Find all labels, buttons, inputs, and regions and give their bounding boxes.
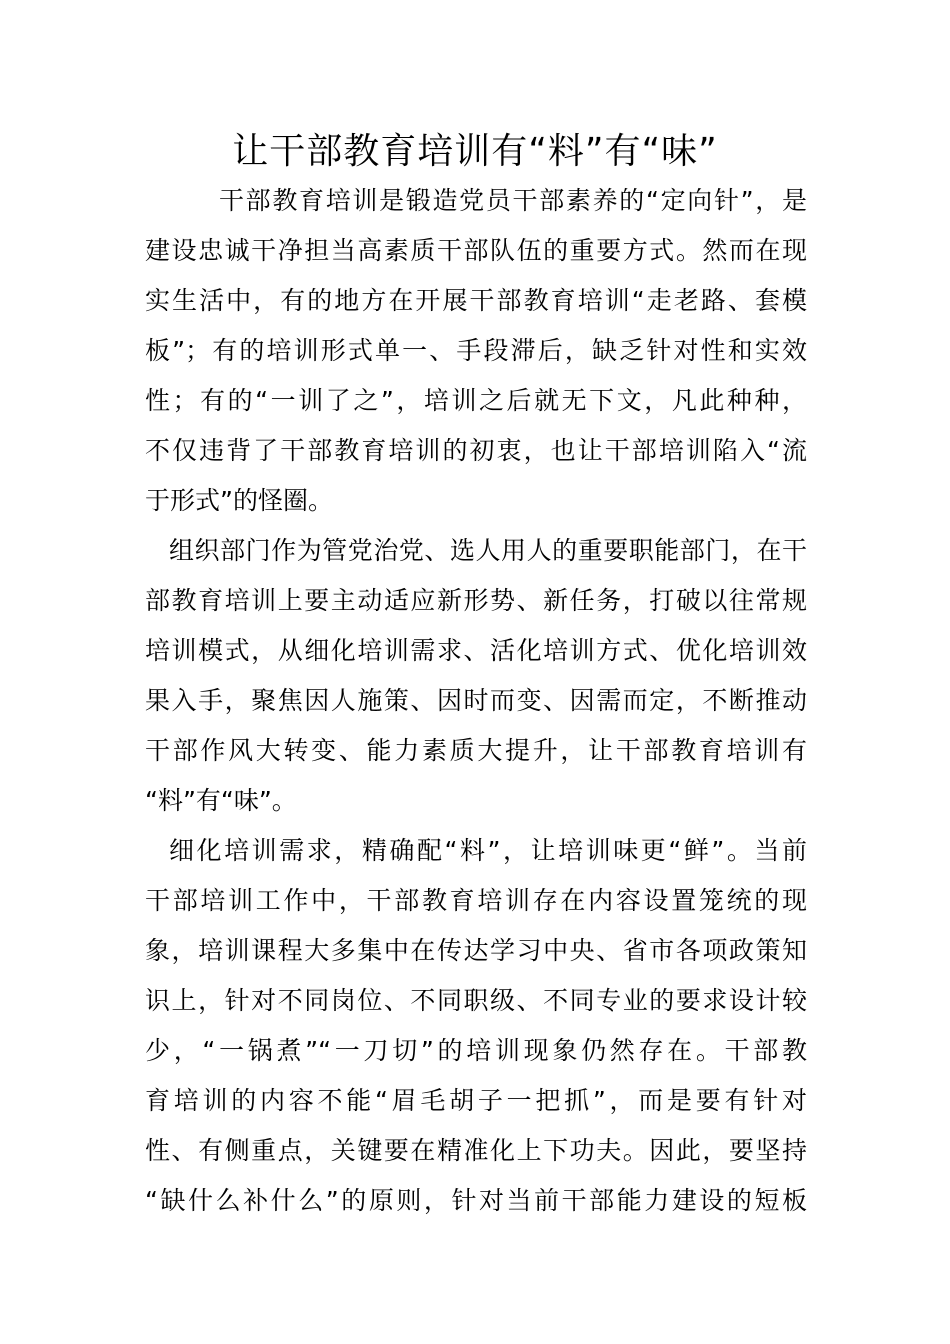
paragraph-2-line-4: 果入手，聚焦因人施策、因时而变、因需而定，不断推动: [145, 686, 807, 715]
paragraph-2-line-2: 部教育培训上要主动适应新形势、新任务，打破以往常规: [145, 586, 807, 615]
paragraph-2-line-5: 干部作风大转变、能力素质大提升，让干部教育培训有: [145, 736, 807, 765]
paragraph-2-line-1: 组织部门作为管党治党、选人用人的重要职能部门，在干: [169, 536, 807, 565]
paragraph-3-line-3: 象，培训课程大多集中在传达学习中央、省市各项政策知: [145, 936, 807, 965]
paragraph-1-line-5: 性；有的“一训了之”，培训之后就无下文，凡此种种，: [145, 386, 807, 415]
paragraph-3-line-5: 少，“一锅煮”“一刀切”的培训现象仍然存在。干部教: [145, 1036, 807, 1065]
paragraph-1-line-7: 于形式”的怪圈。: [145, 486, 333, 515]
paragraph-3-line-4: 识上，针对不同岗位、不同职级、不同专业的要求设计较: [145, 986, 807, 1015]
paragraph-3-line-1: 细化培训需求，精确配“料”，让培训味更“鲜”。当前: [169, 836, 807, 865]
paragraph-1-line-1: 干部教育培训是锻造党员干部素养的“定向针”，是: [219, 186, 807, 215]
paragraph-2-line-6: “料”有“味”。: [145, 786, 297, 815]
paragraph-2-line-3: 培训模式，从细化培训需求、活化培训方式、优化培训效: [145, 636, 807, 665]
paragraph-1-line-6: 不仅违背了干部教育培训的初衷，也让干部培训陷入“流: [145, 436, 807, 465]
paragraph-3-line-2: 干部培训工作中，干部教育培训存在内容设置笼统的现: [145, 886, 807, 915]
paragraph-1-line-2: 建设忠诚干净担当高素质干部队伍的重要方式。然而在现: [145, 236, 807, 265]
paragraph-3-line-7: 性、有侧重点，关键要在精准化上下功夫。因此，要坚持: [145, 1136, 807, 1165]
document-title: 让干部教育培训有“料”有“味”: [232, 131, 718, 172]
paragraph-1-line-4: 板”；有的培训形式单一、手段滞后，缺乏针对性和实效: [145, 336, 807, 365]
paragraph-3-line-6: 育培训的内容不能“眉毛胡子一把抓”，而是要有针对: [145, 1086, 807, 1115]
document-body: [145, 176, 807, 1226]
paragraph-3-line-8: “缺什么补什么”的原则，针对当前干部能力建设的短板: [145, 1186, 807, 1215]
paragraph-1-line-3: 实生活中，有的地方在开展干部教育培训“走老路、套模: [145, 286, 807, 315]
